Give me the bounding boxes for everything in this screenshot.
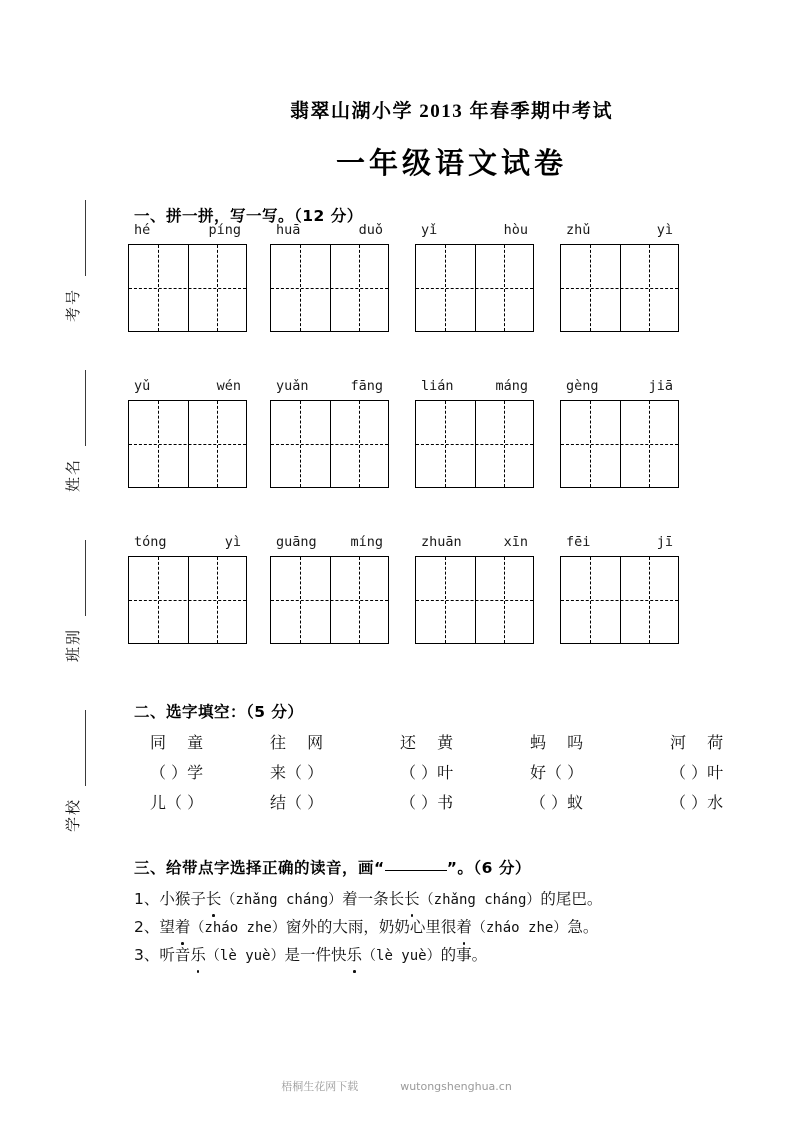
writing-grid-item: [560, 378, 679, 488]
sentence-part: 着一条长: [342, 890, 405, 908]
pinyin-label: [560, 378, 679, 400]
sidebar-field-label: 考号: [64, 287, 82, 322]
pinyin-syllable: fēi: [566, 534, 591, 550]
binding-margin-sidebar: [0, 0, 110, 1122]
pinyin-syllable: yì: [656, 222, 673, 238]
pinyin-syllable: yì: [224, 534, 241, 550]
pinyin-syllable: zhǔ: [566, 222, 591, 238]
pinyin-syllable: hòu: [503, 222, 528, 238]
pinyin-options[interactable]: （zháo zhe）: [471, 920, 568, 936]
pinyin-options[interactable]: （zhǎng cháng）: [221, 892, 343, 908]
section-two-body: [134, 730, 774, 820]
writing-grid-item: [270, 378, 389, 488]
writing-grid-item: [270, 222, 389, 332]
choose-char-blank[interactable]: （ ）叶: [670, 763, 724, 782]
tianzige-box[interactable]: [128, 244, 247, 332]
pinyin-syllable: yǐ: [421, 222, 438, 238]
pinyin-syllable: jī: [656, 534, 673, 550]
footer-watermark: [0, 1078, 793, 1094]
pinyin-label: [270, 222, 389, 244]
sentence-part: 听音: [159, 946, 191, 964]
tianzige-box[interactable]: [270, 400, 389, 488]
sentence-part: 窗外的大雨，奶奶心里很: [285, 918, 457, 936]
sidebar-rule: [85, 710, 86, 786]
writing-grid-item: [128, 222, 247, 332]
choose-char-header-row: [134, 730, 774, 760]
section-three-body: [134, 886, 784, 970]
reading-choice-line: [134, 942, 784, 970]
footer-site-url: wutongshenghua.cn: [400, 1080, 512, 1093]
writing-grid-row: [110, 222, 793, 378]
question-number: 2、: [134, 918, 160, 936]
sidebar-field-label: 班别: [64, 627, 82, 662]
section-three-heading-prefix: 三、给带点字选择正确的读音，画“: [134, 859, 385, 877]
pinyin-label: [415, 222, 534, 244]
section-three-heading-suffix: ”。（6 分）: [446, 859, 531, 877]
answer-underline: [385, 870, 447, 871]
sentence-part: 是一件快: [284, 946, 347, 964]
pinyin-syllable: píng: [208, 222, 241, 238]
pinyin-syllable: hé: [134, 222, 151, 238]
section-two-heading: 二、选字填空：（5 分）: [134, 703, 304, 721]
pinyin-label: [415, 534, 534, 556]
tianzige-box[interactable]: [128, 400, 247, 488]
dotted-character: 着: [456, 914, 472, 941]
question-number: 3、: [134, 946, 160, 964]
sentence-part: 的事。: [440, 946, 488, 964]
choose-char-blank[interactable]: （ ）学: [150, 763, 204, 782]
question-number: 1、: [134, 890, 160, 908]
pinyin-syllable: duǒ: [358, 222, 383, 238]
reading-choice-line: [134, 914, 784, 942]
sentence-part: 望: [159, 918, 175, 936]
tianzige-box[interactable]: [128, 556, 247, 644]
pinyin-syllable: máng: [495, 378, 528, 394]
writing-grid-item: [128, 534, 247, 644]
choose-char-blank[interactable]: （ ）水: [670, 793, 724, 812]
writing-grid-item: [415, 222, 534, 332]
pinyin-options[interactable]: （lè yuè）: [205, 948, 285, 964]
pinyin-label: [128, 378, 247, 400]
writing-grid-item: [560, 534, 679, 644]
pinyin-syllable: jiā: [648, 378, 673, 394]
writing-grid-item: [415, 378, 534, 488]
writing-grid-item: [128, 378, 247, 488]
choose-char-pair: 蚂 吗: [530, 733, 592, 752]
pinyin-syllable: fāng: [350, 378, 383, 394]
dotted-character: 乐: [190, 942, 206, 969]
pinyin-label: [270, 534, 389, 556]
school-exam-heading: 翡翠山湖小学 2013 年春季期中考试: [289, 101, 613, 122]
tianzige-box[interactable]: [560, 556, 679, 644]
exam-paper-body: [110, 0, 793, 1122]
pinyin-label: [128, 222, 247, 244]
writing-grid-item: [560, 222, 679, 332]
sidebar-field-label: 姓名: [64, 457, 82, 492]
pinyin-options[interactable]: （lè yuè）: [362, 948, 441, 964]
writing-grid-item: [270, 534, 389, 644]
pinyin-syllable: yǔ: [134, 378, 151, 394]
tianzige-box[interactable]: [270, 244, 389, 332]
dotted-character: 着: [175, 914, 191, 941]
pinyin-syllable: guāng: [276, 534, 317, 550]
sidebar-field-label: 学校: [64, 797, 82, 832]
reading-choice-line: [134, 886, 784, 914]
sentence-part: 急。: [567, 918, 599, 936]
tianzige-box[interactable]: [270, 556, 389, 644]
pinyin-options[interactable]: （zhǎng cháng）: [419, 892, 541, 908]
pinyin-label: [560, 222, 679, 244]
tianzige-box[interactable]: [415, 556, 534, 644]
choose-char-blank[interactable]: （ ）书: [400, 793, 454, 812]
choose-char-blank[interactable]: （ ）叶: [400, 763, 454, 782]
sidebar-rule: [85, 540, 86, 616]
dotted-character: 长: [206, 886, 222, 913]
pinyin-options[interactable]: （zháo zhe）: [190, 920, 286, 936]
tianzige-box[interactable]: [415, 244, 534, 332]
pinyin-label: [128, 534, 247, 556]
tianzige-box[interactable]: [560, 400, 679, 488]
choose-char-blank[interactable]: （ ）蚁: [530, 793, 584, 812]
pinyin-syllable: wén: [216, 378, 241, 394]
dotted-character: 长: [404, 886, 420, 913]
choose-char-blank-row: [134, 760, 774, 790]
pinyin-syllable: zhuān: [421, 534, 462, 550]
pinyin-label: [560, 534, 679, 556]
pinyin-label: [415, 378, 534, 400]
choose-char-blank[interactable]: 儿（ ）: [150, 793, 204, 812]
choose-char-blank[interactable]: 结（ ）: [270, 793, 324, 812]
choose-char-pair: 往 网: [270, 733, 332, 752]
choose-char-blank[interactable]: 好（ ）: [530, 763, 584, 782]
sentence-part: 小猴子: [159, 890, 206, 908]
writing-grid-row: [110, 378, 793, 534]
pinyin-syllable: xīn: [503, 534, 528, 550]
page-title: 一年级语文试卷: [335, 148, 567, 180]
dotted-character: 乐: [347, 942, 363, 969]
pinyin-syllable: gèng: [566, 378, 599, 394]
choose-char-blank[interactable]: 来（ ）: [270, 763, 324, 782]
writing-grid-area: [110, 222, 793, 690]
footer-site-name: 梧桐生花网下载: [281, 1080, 359, 1093]
choose-char-pair: 同 童: [150, 733, 212, 752]
section-three-heading: [134, 856, 531, 878]
writing-grid-item: [415, 534, 534, 644]
pinyin-syllable: huā: [276, 222, 301, 238]
pinyin-syllable: tóng: [134, 534, 167, 550]
tianzige-box[interactable]: [415, 400, 534, 488]
choose-char-blank-row: [134, 790, 774, 820]
section-one-heading: 一、拼一拼，写一写。（12 分）: [134, 207, 363, 225]
tianzige-box[interactable]: [560, 244, 679, 332]
pinyin-label: [270, 378, 389, 400]
pinyin-syllable: míng: [350, 534, 383, 550]
writing-grid-row: [110, 534, 793, 690]
sidebar-field-class: [0, 540, 110, 710]
sidebar-rule: [85, 200, 86, 276]
pinyin-syllable: lián: [421, 378, 454, 394]
choose-char-pair: 河 荷: [670, 733, 732, 752]
sidebar-field-name: [0, 370, 110, 540]
sidebar-field-school: [0, 710, 110, 880]
sentence-part: 的尾巴。: [540, 890, 603, 908]
choose-char-pair: 还 黄: [400, 733, 462, 752]
pinyin-syllable: yuǎn: [276, 378, 309, 394]
sidebar-field-exam-number: [0, 200, 110, 370]
sidebar-rule: [85, 370, 86, 446]
